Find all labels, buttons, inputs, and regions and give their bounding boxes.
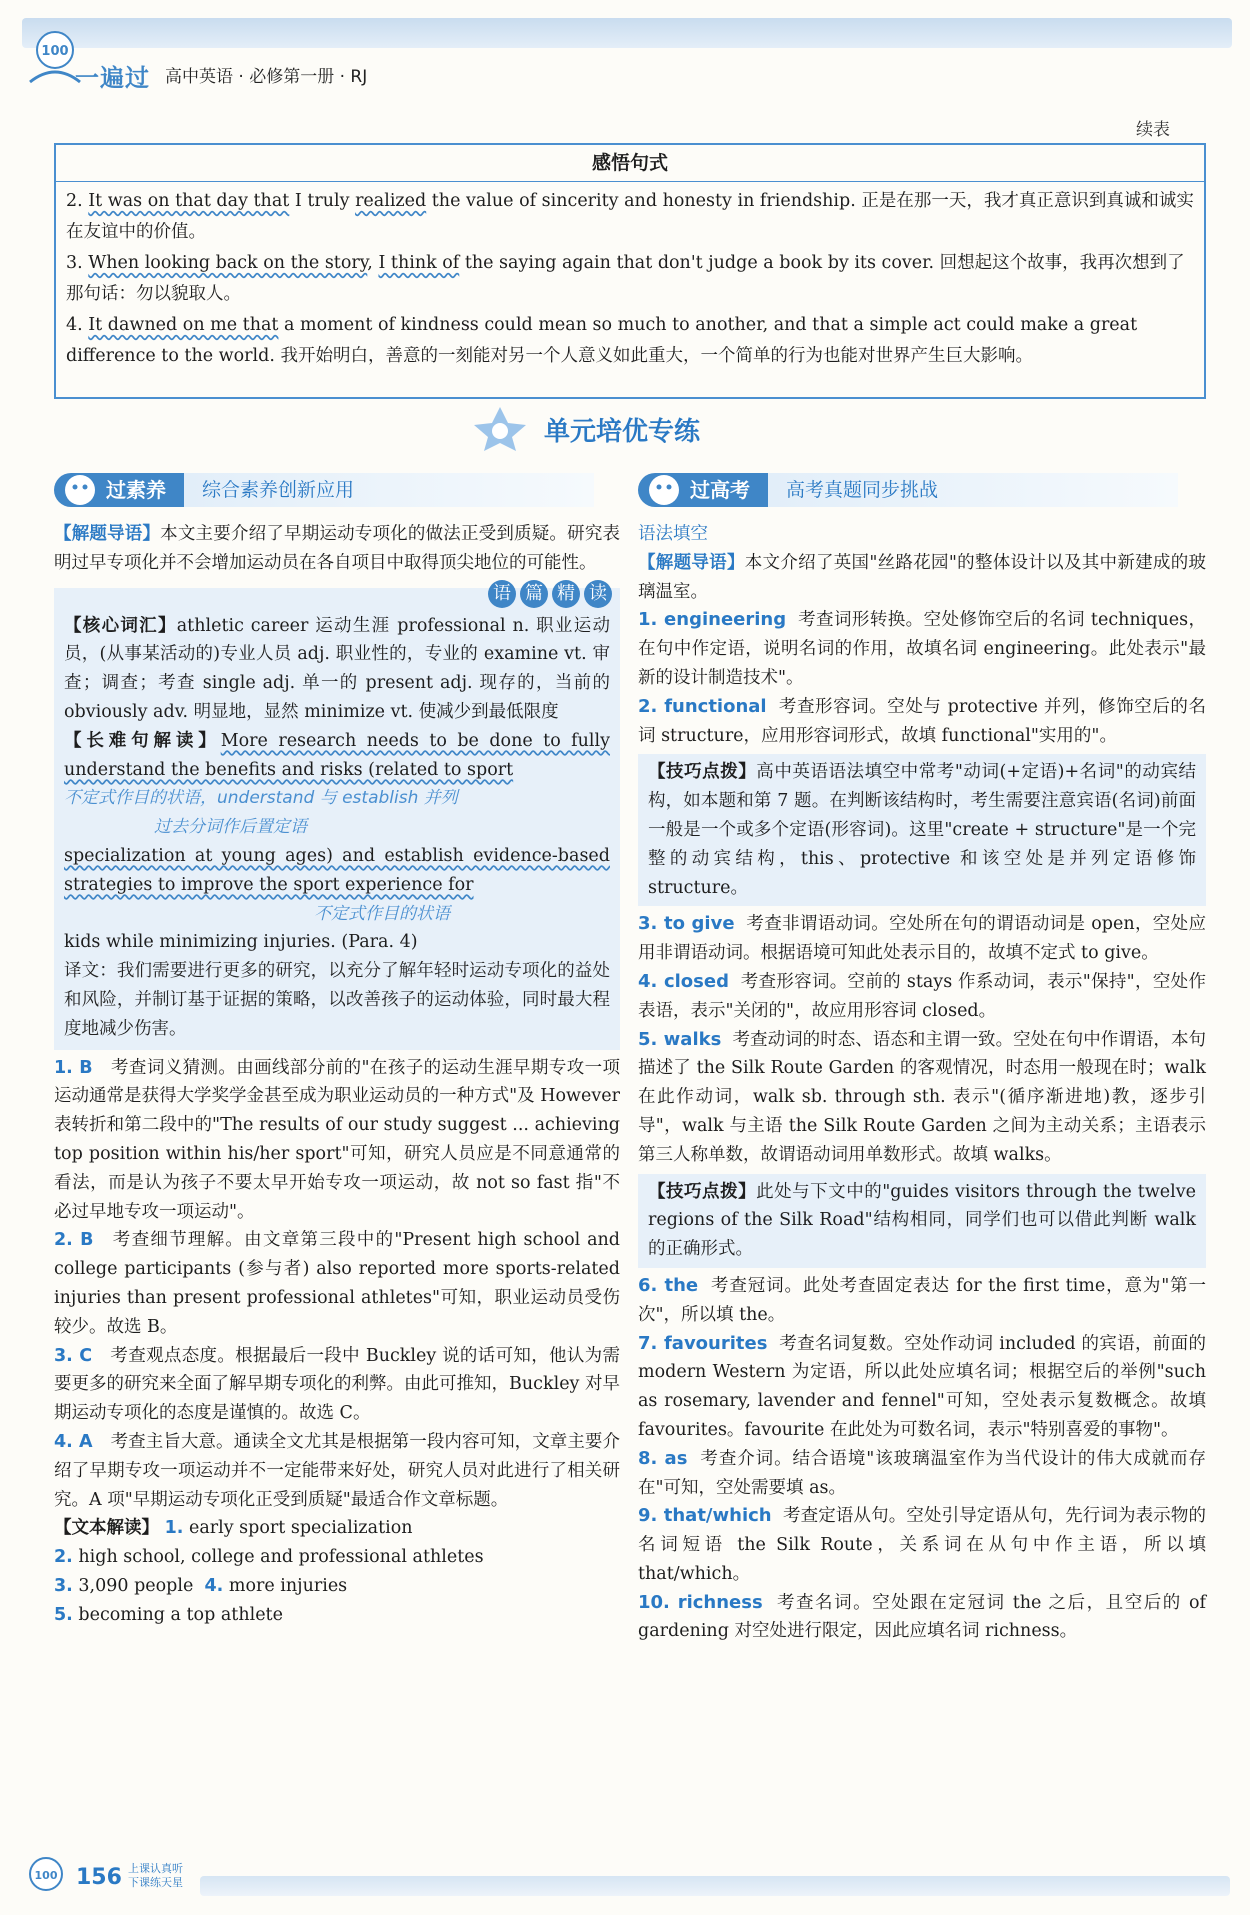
tip-1-tag: 【技巧点拨】 xyxy=(648,762,757,783)
text-item: 3,090 people xyxy=(78,1575,194,1596)
sentence-2-text-b: the value of sincerity and honesty in friendship. 正是在那一天，我才真正意识到真诚和诚实在友谊中的价值。 xyxy=(66,191,1194,242)
annotation-3: 不定式作目的状语 xyxy=(314,903,450,924)
key-4 xyxy=(638,968,1206,1026)
text-item-row xyxy=(54,1601,620,1630)
key-3-answer: 3. to give xyxy=(638,913,735,935)
page-number: 156 xyxy=(76,1865,122,1890)
key-6 xyxy=(638,1272,1206,1330)
left-section-tab xyxy=(54,470,594,510)
text-item-num: 1. xyxy=(164,1518,184,1539)
annotation-2: 过去分词作后置定语 xyxy=(154,817,307,838)
continued-label: 续表 xyxy=(1136,120,1170,140)
key-6-answer: 6. the xyxy=(638,1274,699,1296)
footer-slogan-line: 上课认真听 xyxy=(128,1862,183,1875)
mascot-small-icon xyxy=(644,471,684,509)
text-item: becoming a top athlete xyxy=(78,1604,283,1625)
sentence-3-text-a: , xyxy=(367,253,379,273)
key-7 xyxy=(638,1330,1206,1445)
key-10-answer: 10. richness xyxy=(638,1591,763,1613)
key-8-answer: 8. as xyxy=(638,1447,688,1469)
key-8 xyxy=(638,1445,1206,1503)
text-item: more injuries xyxy=(228,1575,348,1596)
key-2-answer: 2. functional xyxy=(638,695,767,717)
sentence-3-underline-1: When looking back on the story xyxy=(88,253,368,273)
translation: 译文：我们需要进行更多的研究，以充分了解年轻时运动专项化的益处和风险，并制订基于证据的策略，以改善孩子的运动体验，同时最大程度地减少伤害。 xyxy=(64,961,610,1039)
key-1-answer: 1. engineering xyxy=(638,609,787,631)
key-10-text: 考查名词。空处跟在定冠词 the 之后，且空后的 of gardening 对空处进行限定，因此应填名词 richness。 xyxy=(638,1592,1206,1642)
key-1-text: 考查词形转换。空处修饰空后的名词 techniques，在句中作定语，说明名词的作用，故填名词 engineering。此处表示"最新的设计制造技术"。 xyxy=(638,610,1206,688)
right-guide xyxy=(638,549,1206,607)
unit-title-bar xyxy=(470,405,700,453)
key-6-text: 考查冠词。此处考查固定表达 for the first time，意为"第一次"，所以填 the。 xyxy=(638,1275,1206,1325)
sentence-box xyxy=(54,143,1206,399)
badge-char: 语 xyxy=(488,580,516,608)
sentence-4: 4. It dawned on me that a moment of kindness could mean so much to another, and that a simple act could make a great difference to the world. 我开始明白，善意的一刻能对另一个人意义如此重大，一个简单的行为也能对世界产生巨大影响。 xyxy=(66,315,1138,366)
footer-band xyxy=(200,1876,1230,1896)
text-item-num: 3. xyxy=(54,1575,73,1596)
right-guide-text: 本文介绍了英国"丝路花园"的整体设计以及其中新建成的玻璃温室。 xyxy=(638,552,1206,602)
answer-1-text: 考查词义猜测。由画线部分前的"在孩子的运动生涯早期专攻一项运动通常是获得大学奖学金甚至成为职业运动员的一种方式"及 However 表转折和第二段中的"The results of our study suggest ... achieving top position within his/her sport"可知，研究人员应是不同意通常的看法，而是认为孩子不要太早开始专攻一项运动，故 not so fast 指"不必过早地专攻一项运动"。 xyxy=(54,1057,620,1222)
svg-text:100: 100 xyxy=(34,1869,58,1882)
text-analysis xyxy=(54,1514,620,1543)
book-title: 高中英语 · 必修第一册 · RJ xyxy=(165,67,368,87)
right-tab-label-box xyxy=(638,473,768,507)
sentence-3-text-b: the saying again that don't judge a book by its cover. 回想起这个故事，我再次想到了那句话：勿以貌取人。 xyxy=(66,253,1185,304)
tip-1-text: 高中英语语法填空中常考"动词(+定语)+名词"的动宾结构，如本题和第 7 题。在判断该结构时，考生需要注意宾语(名词)前面一般是一个或多个定语(形容词)。这里"create + structure"是一个完整的动宾结构，this、protective 和该空处是并列定语修饰 structure。 xyxy=(648,762,1197,898)
text-item-num: 4. xyxy=(204,1575,224,1596)
key-2-text: 考查形容词。空处与 protective 并列，修饰空后的名词 structure，应用形容词形式，故填 functional"实用的"。 xyxy=(638,696,1206,746)
text-item: high school, college and professional athletes xyxy=(78,1547,484,1568)
key-2 xyxy=(638,693,1206,751)
key-8-text: 考查介词。结合语境"该玻璃温室作为当代设计的伟大成就而存在"可知，空处需要填 as。 xyxy=(638,1448,1206,1498)
footer-logo-icon xyxy=(18,1850,74,1906)
key-9-answer: 9. that/which xyxy=(638,1505,772,1527)
answer-3-label: 3. C xyxy=(54,1345,93,1366)
vocab-text: athletic career 运动生涯 professional n. 职业运动员，(从事某活动的)专业人员 adj. 职业性的，专业的 examine vt. 审查；调查；考查 single adj. 单一的 present adj. 现存的，当前的 obviously adv. 明显地，显然 minimize vt. 使减少到最低限度 xyxy=(64,615,611,722)
key-3 xyxy=(638,910,1206,968)
right-guide-tag: 【解题导语】 xyxy=(638,552,745,573)
exercise-type: 语法填空 xyxy=(638,524,708,544)
answer-1-label: 1. B xyxy=(54,1057,93,1078)
answer-4-text: 考查主旨大意。通读全文尤其是根据第一段内容可知，文章主要介绍了早期专攻一项运动并不一定能带来好处，研究人员对此进行了相关研究。A 项"早期运动专项化正受到质疑"最适合作文章标题。 xyxy=(54,1431,620,1510)
key-7-answer: 7. favourites xyxy=(638,1332,768,1354)
badge-char: 篇 xyxy=(520,580,548,608)
right-column xyxy=(638,520,1206,1646)
key-4-text: 考查形容词。空前的 stays 作系动词，表示"保持"，空处作表语，表示"关闭的"，故应用形容词 closed。 xyxy=(638,971,1206,1021)
tip-box-2 xyxy=(638,1174,1206,1268)
left-tab-label-box xyxy=(54,473,184,507)
answer-3-text: 考查观点态度。根据最后一段中 Buckley 说的话可知，他认为需要更多的研究来全面了解早期专项化的利弊。由此可推知，Buckley 对早期运动专项化的态度是谨慎的。故选 C。 xyxy=(54,1345,621,1424)
key-5-text: 考查动词的时态、语态和主谓一致。空处在句中作谓语，本句描述了 the Silk Route Garden 的客观情况，时态用一般现在时；walk 在此作动词，walk sb. through sth. 表示"(循序渐进地)教，逐步引导"，walk 与主语 the Silk Route Garden 之间为主动关系；主语表示第三人称单数，故谓语动词用单数形式。故填 walks。 xyxy=(638,1029,1206,1165)
key-7-text: 考查名词复数。空处作动词 included 的宾语，前面的 modern Western 为定语，所以此处应填名词；根据空后的举例"such as rosemary, lavender and fennel"可知，空处表示复数概念。故填 favourites。favourite 在此处为可数名词，表示"特别喜爱的事物"。 xyxy=(638,1333,1206,1440)
left-guide-tag: 【解题导语】 xyxy=(54,524,161,544)
reading-badge xyxy=(488,580,612,608)
sentence-2: 2. It was on that day that I truly realized the value of sincerity and honesty in friendship. 正是在那一天，我才真正意识到真诚和诚实在友谊中的价值。 xyxy=(66,191,1194,242)
left-guide xyxy=(54,520,620,578)
sentence-4-underline-1: It dawned on me that xyxy=(88,315,279,335)
sentence-2-underline-1: It was on that day that xyxy=(88,191,290,211)
left-guide-text: 本文主要介绍了早期运动专项化的做法正受到质疑。研究表明过早专项化并不会增加运动员在各自项目中取得顶尖地位的可能性。 xyxy=(54,524,621,573)
footer-slogan xyxy=(128,1862,183,1890)
text-item-row xyxy=(54,1543,620,1572)
answer-4-label: 4. A xyxy=(54,1431,93,1452)
sentence-box-title: 感悟句式 xyxy=(56,145,1204,182)
key-9 xyxy=(638,1502,1206,1588)
key-9-text: 考查定语从句。空处引导定语从句，先行词为表示物的名词短语 the Silk Route，关系词在从句中作主语，所以填 that/which。 xyxy=(638,1506,1206,1584)
badge-char: 读 xyxy=(584,580,612,608)
right-tab-subtitle: 高考真题同步挑战 xyxy=(768,473,1178,507)
key-10 xyxy=(638,1589,1206,1647)
right-section-tab xyxy=(638,470,1178,510)
mascot-icon xyxy=(470,405,530,453)
answer-2 xyxy=(54,1226,620,1341)
long-sentence xyxy=(64,727,610,785)
sentence-3-underline-2: I think of xyxy=(378,253,460,273)
text-item-num: 2. xyxy=(54,1547,73,1568)
brand-name: 一遍过 xyxy=(75,64,150,92)
key-5-answer: 5. walks xyxy=(638,1028,722,1050)
sentence-4-text: a moment of kindness could mean so much to another, and that a simple act could make a great difference to the world. 我开始明白，善意的一刻能对另一个人意义如此重大，一个简单的行为也能对世界产生巨大影响。 xyxy=(66,315,1138,366)
answer-1 xyxy=(54,1054,620,1227)
key-3-text: 考查非谓语动词。空处所在句的谓语动词是 open，空处应用非谓语动词。根据语境可知此处表示目的，故填不定式 to give。 xyxy=(638,914,1206,964)
key-1 xyxy=(638,606,1206,692)
tip-box-1 xyxy=(638,754,1206,906)
sentence-part-c: kids while minimizing injuries. (Para. 4) xyxy=(64,932,418,953)
answer-3 xyxy=(54,1342,620,1428)
right-tab-label: 过高考 xyxy=(690,478,750,502)
text-item: early sport specialization xyxy=(188,1518,413,1539)
badge-char: 精 xyxy=(552,580,580,608)
left-column xyxy=(54,520,620,1629)
answer-4 xyxy=(54,1428,620,1514)
text-item-row xyxy=(54,1572,620,1601)
sentence-tag: 【长难句解读】 xyxy=(64,730,221,751)
footer-slogan-line: 下课练天星 xyxy=(128,1876,183,1889)
sentence-3: 3. When looking back on the story, I think of the saying again that don't judge a book by its cover. 回想起这个故事，我再次想到了那句话：勿以貌取人。 xyxy=(66,253,1185,304)
tip-2-tag: 【技巧点拨】 xyxy=(648,1181,757,1202)
sentence-part-b: specialization at young ages) and establish evidence-based strategies to improve the sport experience for xyxy=(64,845,610,895)
header-band xyxy=(22,18,1232,48)
annotation-1: 不定式作目的状语，understand 与 establish 并列 xyxy=(64,788,458,809)
key-5 xyxy=(638,1026,1206,1170)
tip-2-text: 此处与下文中的"guides visitors through the twelve regions of the Silk Road"结构相同，同学们也可以借此判断 walk 的正确形式。 xyxy=(648,1181,1197,1260)
sentence-2-text-a: I truly xyxy=(289,191,356,211)
reading-panel xyxy=(54,582,620,1050)
sentence-part-a: More research needs to be done to fully understand the benefits and risks (related to sport xyxy=(64,730,610,780)
answer-2-label: 2. B xyxy=(54,1230,94,1251)
left-tab-label: 过素养 xyxy=(106,478,166,502)
vocab xyxy=(64,612,610,727)
svg-text:100: 100 xyxy=(41,44,69,59)
vocab-tag: 【核心词汇】 xyxy=(64,615,177,636)
unit-title: 单元培优专练 xyxy=(544,416,701,447)
sentence-2-underline-2: realized xyxy=(355,191,427,211)
key-4-answer: 4. closed xyxy=(638,970,729,992)
left-tab-subtitle: 综合素养创新应用 xyxy=(184,473,594,507)
text-analysis-tag: 【文本解读】 xyxy=(54,1518,159,1539)
mascot-small-icon xyxy=(60,471,100,509)
answer-2-text: 考查细节理解。由文章第三段中的"Present high school and college participants (参与者) also reported more sports-related injuries than present professional athletes"可知，职业运动员受伤较少。故选 B。 xyxy=(54,1230,620,1337)
text-item-num: 5. xyxy=(54,1604,73,1625)
